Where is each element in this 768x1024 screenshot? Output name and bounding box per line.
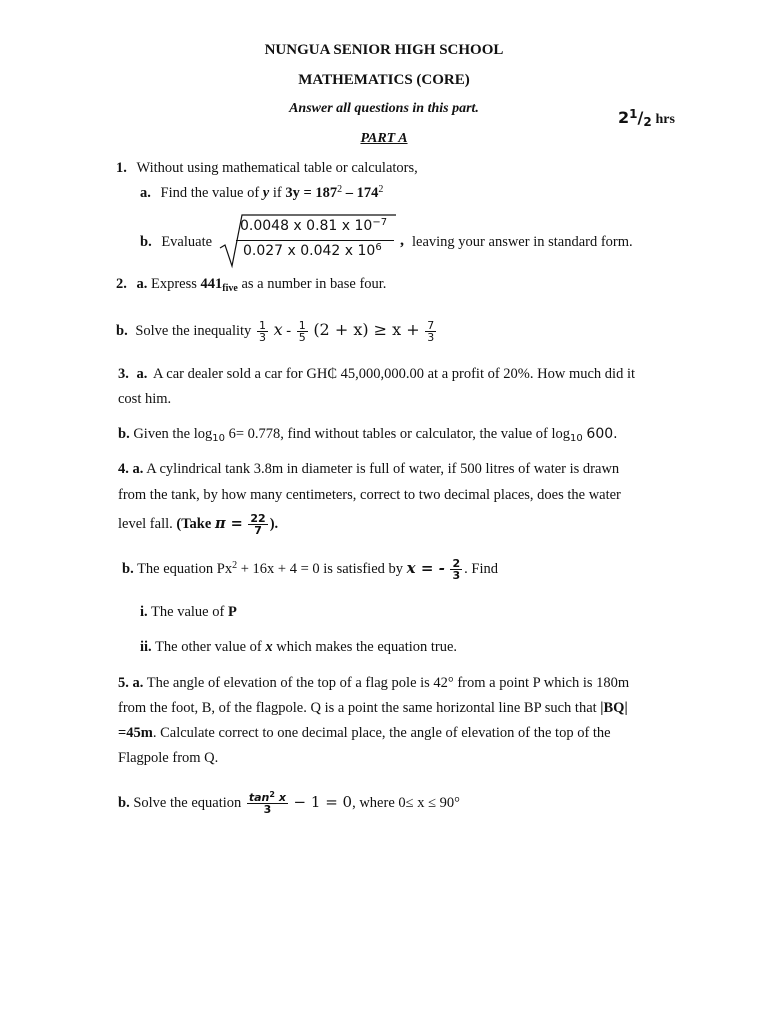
- q3-number: 3.: [118, 366, 129, 382]
- q4-number: 4.: [118, 461, 129, 477]
- q5b-label: b.: [118, 795, 130, 811]
- q1a-exp1: 2: [337, 184, 343, 195]
- duration-whole: 2: [618, 108, 630, 127]
- q2b-frac2-num: 1: [298, 318, 306, 332]
- q3a-text-1: A car dealer sold a car for GH₵ 45,000,000.00 at a profit of 20%. How much did it: [153, 366, 636, 382]
- q2b-frac3: [425, 320, 436, 344]
- q4b-x: x = -: [406, 559, 445, 577]
- q2b-frac2: [297, 320, 308, 344]
- duration: $2^1/_2$ hrs: [618, 107, 675, 129]
- q4b-text-1: The equation Px: [137, 561, 233, 577]
- q2b-frac2-den: 5: [298, 331, 306, 345]
- q1a-var: y: [262, 185, 270, 201]
- q5a-bq: |BQ|: [600, 700, 628, 716]
- duration-unit: hrs: [655, 112, 675, 127]
- q4a-line2: from the tank, by how many centimeters, correct to two decimal places, does the water: [118, 487, 621, 503]
- q2b-frac1: [257, 320, 268, 344]
- q2b-expression: (2 + x) ≥ x +: [313, 320, 420, 339]
- q4a-line1: [118, 461, 619, 478]
- q2b-frac3-num: 7: [427, 318, 435, 332]
- q5a-line3: [118, 725, 611, 742]
- q1a-if: if: [272, 185, 282, 201]
- q1b-numerator: [240, 218, 387, 234]
- q1a-line: [140, 185, 383, 202]
- q2a-label: a.: [136, 276, 148, 292]
- q5b-tan-var: x: [278, 790, 286, 804]
- q5a-bq-value: =45m: [118, 725, 153, 741]
- q5b-frac-den: 3: [247, 803, 288, 816]
- q4a-pi-den: 7: [248, 524, 267, 537]
- q5-number: 5.: [118, 675, 129, 691]
- q4a-take: (Take: [176, 516, 212, 532]
- q3b-label: b.: [118, 426, 130, 442]
- q5a-text-2: from the foot, B, of the flagpole. Q is a point the same horizontal line BP such that: [118, 700, 597, 716]
- duration-den: 2: [643, 115, 652, 129]
- q1b-num-main: 0.0048 x 0.81 x 10: [240, 218, 373, 234]
- q1a-minus: –: [345, 185, 353, 201]
- q3b-text-3: 600.: [586, 426, 618, 442]
- q1a-base2: 174: [356, 185, 379, 201]
- q5a-line1: [118, 675, 629, 692]
- q1-stem-line: [116, 160, 418, 177]
- q4b-ii-var: x: [265, 639, 273, 655]
- q2a-tail: as a number in base four.: [241, 276, 387, 292]
- q1b-num-exp: −7: [372, 217, 388, 228]
- q4b-i-var: P: [227, 604, 237, 620]
- q2a-base: five: [222, 283, 238, 294]
- q4a-pi-frac: [248, 513, 267, 537]
- q2b-text: Solve the inequality: [135, 323, 252, 339]
- q1a-lhs: 3y: [285, 185, 300, 201]
- q5b-tan-exp: 2: [269, 789, 275, 799]
- q3a-label: a.: [136, 366, 148, 382]
- q1a-label: a.: [140, 185, 151, 201]
- q3b-sub-1: 10: [212, 433, 225, 444]
- q5b-rest: − 1 = 0: [293, 793, 353, 811]
- part-title: PART A: [360, 131, 408, 146]
- q4b-i-label: i.: [140, 604, 148, 620]
- instruction: Answer all questions in this part.: [289, 101, 479, 116]
- q5a-line4: Flagpole from Q.: [118, 750, 219, 766]
- q2b-line: [116, 312, 438, 349]
- q2a-line: [116, 276, 386, 293]
- school-name: NUNGUA SENIOR HIGH SCHOOL: [264, 42, 504, 58]
- q4a-close: ).: [269, 516, 279, 532]
- q2-number: 2.: [116, 276, 127, 292]
- q1a-base1: 187: [315, 185, 338, 201]
- q5b-frac: [247, 789, 288, 817]
- q2a-text: Express: [151, 276, 197, 292]
- q3a-line1: [118, 366, 635, 383]
- q4a-line3: [118, 508, 278, 540]
- q4b-ii-label: ii.: [140, 639, 152, 655]
- q1b-fraction-bar: [236, 240, 394, 241]
- q2b-minus: -: [286, 323, 292, 339]
- q1b-label-line: [140, 234, 212, 251]
- q1b-label: b.: [140, 234, 152, 250]
- q4a-pi-num: 22: [250, 511, 266, 525]
- q4b-ii-line: [140, 639, 457, 656]
- q4b-i-line: [140, 604, 237, 621]
- q2b-frac3-den: 3: [427, 331, 435, 345]
- q3b-sub-2: 10: [570, 433, 583, 444]
- q1a-exp2: 2: [378, 184, 384, 195]
- duration-num: 1: [629, 107, 638, 121]
- q4a-text-3: level fall.: [118, 516, 173, 532]
- q5a-text-1: The angle of elevation of the top of a flag pole is 42° from a point P which is 180m: [146, 675, 630, 691]
- q4b-frac-num: 2: [452, 556, 461, 570]
- subject-title: MATHEMATICS (CORE): [298, 72, 470, 88]
- q2b-label: b.: [116, 323, 128, 339]
- q1b-denominator: [243, 243, 382, 259]
- q4b-frac: [450, 558, 462, 582]
- q1b-den-exp: 6: [375, 242, 382, 253]
- q2b-frac1-den: 3: [258, 331, 266, 345]
- q5a-label: a.: [132, 675, 144, 691]
- q2b-x: x: [273, 320, 283, 339]
- q4b-line: [122, 550, 498, 587]
- q4b-text-2: + 16x + 4 = 0 is satisfied by: [240, 561, 404, 577]
- q5b-text: Solve the equation: [133, 795, 242, 811]
- q1b-den-main: 0.027 x 0.042 x 10: [243, 243, 376, 259]
- q5a-line2: [118, 700, 628, 717]
- q4a-label: a.: [132, 461, 144, 477]
- q1b-text: Evaluate: [161, 234, 213, 250]
- q4b-i-text: The value of: [151, 604, 225, 620]
- q3a-line2: cost him.: [118, 391, 172, 407]
- q5b-line: [118, 782, 460, 823]
- q4b-frac-den: 3: [452, 569, 461, 583]
- q4b-ii-text-2: which makes the equation true.: [276, 639, 458, 655]
- q4b-exp: 2: [232, 560, 238, 571]
- q5b-condition: , where 0≤ x ≤ 90°: [352, 795, 460, 811]
- q2b-frac1-num: 1: [258, 318, 266, 332]
- q4a-pi: π =: [214, 515, 243, 532]
- q5b-frac-num: [247, 789, 288, 804]
- q3b-text-2: 6= 0.778, find without tables or calculator, the value of log: [228, 426, 571, 442]
- q4b-text-3: . Find: [464, 561, 498, 577]
- q3b-text-1: Given the log: [133, 426, 213, 442]
- q1-number: 1.: [116, 160, 127, 176]
- q4b-label: b.: [122, 561, 134, 577]
- q4b-ii-text-1: The other value of: [155, 639, 262, 655]
- q2a-number: 441: [200, 276, 223, 292]
- q1-stem: Without using mathematical table or calculators,: [136, 160, 418, 176]
- q1a-text: Find the value of: [160, 185, 260, 201]
- q1a-eq: =: [303, 185, 312, 201]
- q1b-tail: leaving your answer in standard form.: [412, 234, 633, 250]
- q5a-text-3: . Calculate correct to one decimal place, the angle of elevation of the top of the: [152, 725, 611, 741]
- q4a-text-1: A cylindrical tank 3.8m in diameter is full of water, if 500 litres of water is drawn: [146, 461, 620, 477]
- q5b-tan: tan: [248, 790, 270, 804]
- q3b-line: [118, 426, 618, 443]
- q1b-comma: ,: [400, 232, 404, 249]
